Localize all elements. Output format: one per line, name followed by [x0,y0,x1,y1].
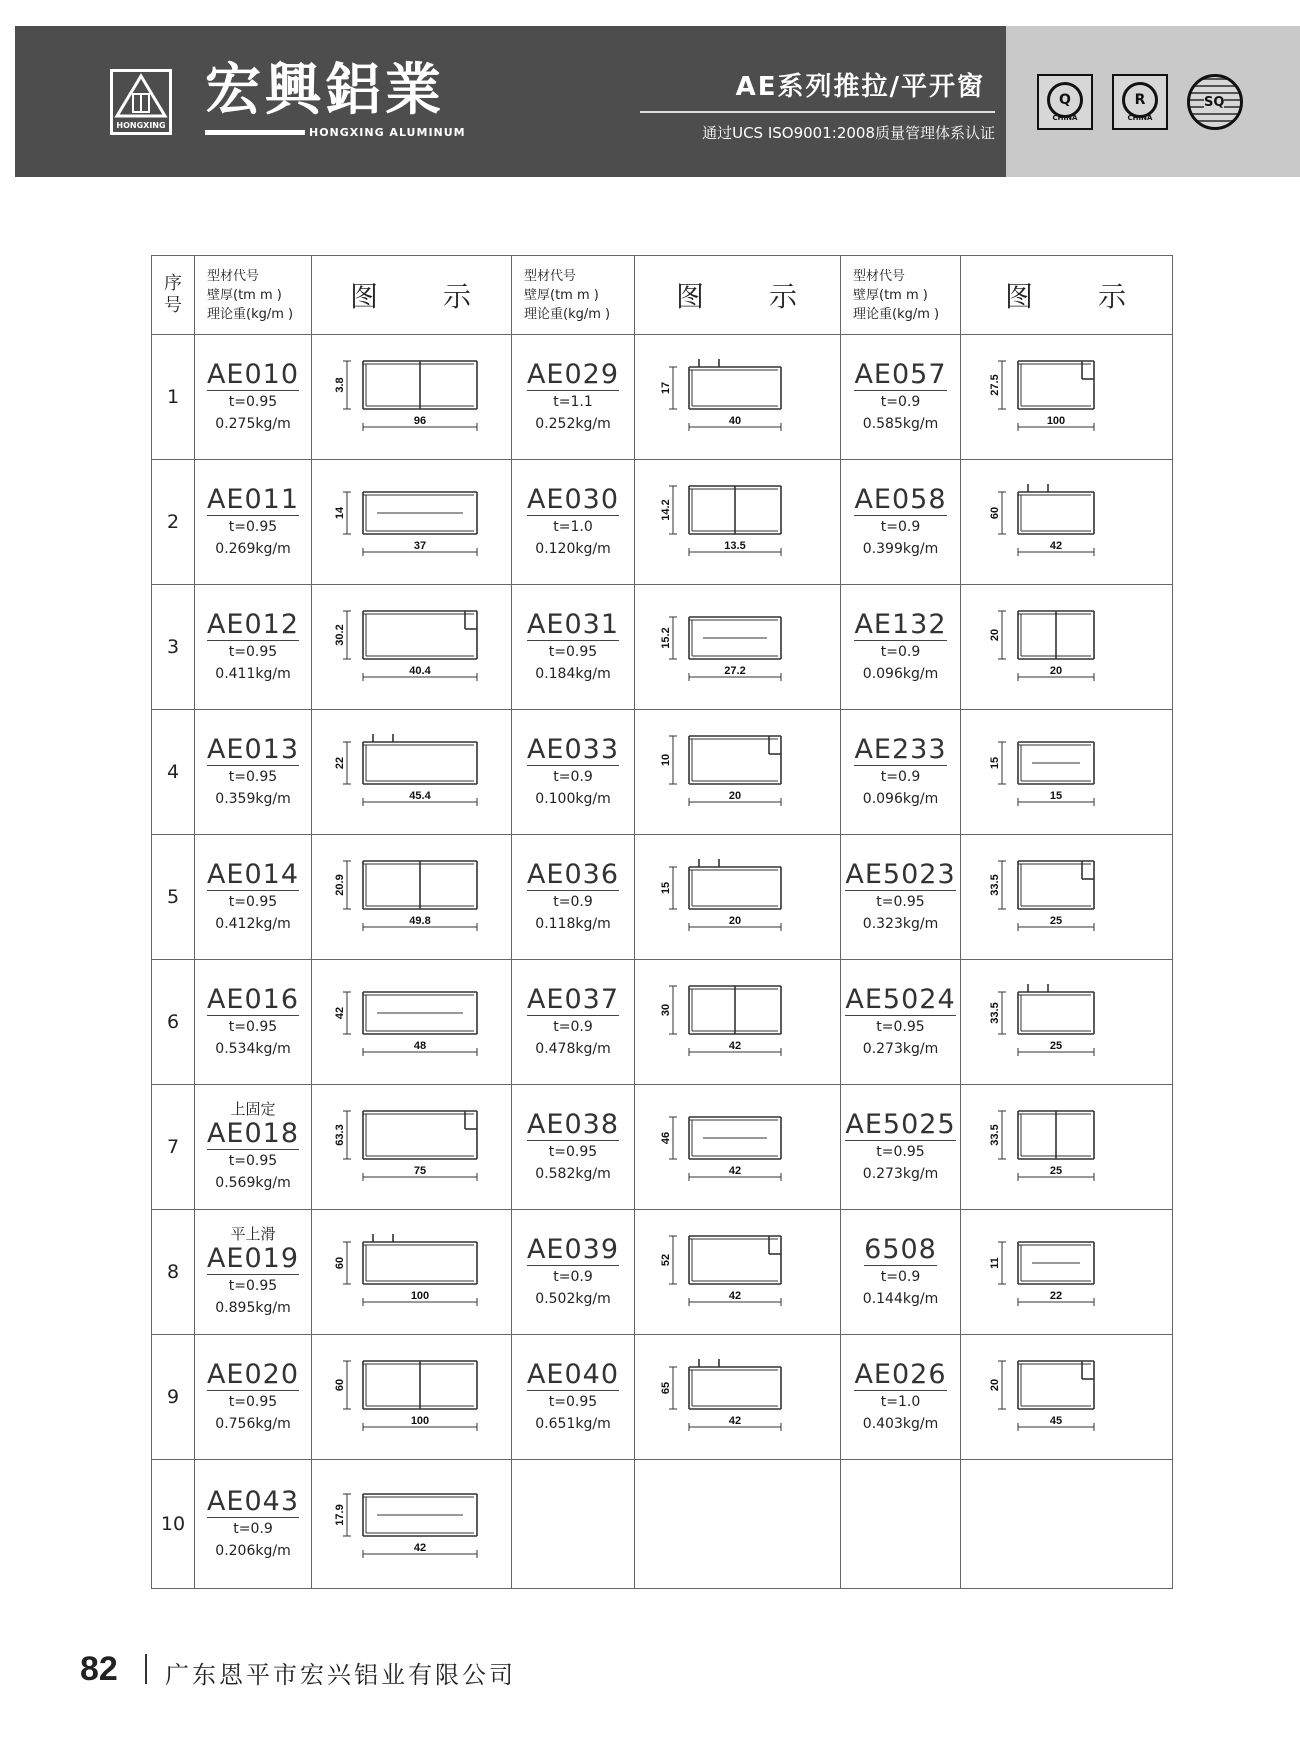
theoretical-weight: 0.502kg/m [535,1291,611,1307]
profile-figure-cell [961,835,1173,960]
width-dimension: 27.2 [723,665,746,677]
width-dimension: 40.4 [408,665,431,677]
profile-info-cell [512,835,635,960]
wall-thickness: t=0.95 [548,1394,598,1410]
profile-drawing [327,347,497,447]
cert-label: CHINA [1127,114,1153,122]
height-dimension: 15 [659,881,672,895]
width-dimension: 37 [413,540,426,552]
theoretical-weight: 0.120kg/m [535,541,611,557]
cert-letter: R [1122,82,1158,118]
profile-drawing [653,1097,823,1197]
profile-info-cell [512,335,635,460]
cert-letter: Q [1047,82,1083,118]
row-seq: 8 [152,1210,195,1335]
profile-drawing [327,972,497,1072]
height-dimension: 30.2 [333,624,346,646]
height-dimension: 14 [333,506,346,520]
profile-drawing [327,1474,497,1574]
profile-code: AE132 [854,609,947,640]
width-dimension: 45 [1049,1415,1062,1427]
profile-info-cell [512,585,635,710]
wall-thickness: t=0.95 [228,644,278,660]
profile-note: 上固定 [230,1099,276,1118]
profile-note: 平上滑 [230,1224,276,1243]
profile-info-cell [512,710,635,835]
profile-code: AE040 [526,1359,620,1390]
width-dimension: 42 [728,1290,741,1302]
width-dimension: 100 [410,1290,429,1302]
profile-info-cell [841,1210,961,1335]
width-dimension: 42 [728,1415,741,1427]
wall-thickness: t=0.9 [233,1521,273,1537]
profile-drawing [982,722,1152,822]
profile-figure-cell [312,585,512,710]
profile-figure-cell [312,1460,512,1589]
theoretical-weight: 0.651kg/m [535,1416,611,1432]
theoretical-weight: 0.582kg/m [535,1166,611,1182]
profile-figure-cell [635,1335,841,1460]
wall-thickness: t=0.95 [228,1277,278,1294]
wall-thickness: t=0.9 [553,769,593,785]
wall-thickness: t=0.95 [228,519,278,535]
profile-figure-cell [961,1085,1173,1210]
footer-separator [145,1654,147,1684]
height-dimension: 33.5 [988,874,1001,896]
profile-info-cell [841,960,961,1085]
profile-code: AE013 [206,734,300,765]
theoretical-weight: 0.100kg/m [535,791,611,807]
profile-drawing [653,847,823,947]
profile-info-cell [195,835,312,960]
theoretical-weight: 0.273kg/m [862,1041,939,1057]
wall-thickness: t=0.95 [228,1394,278,1410]
profile-info-cell [841,1085,961,1210]
profile-code: AE036 [526,859,620,890]
wall-thickness: t=0.9 [880,519,921,535]
profile-figure-cell [635,960,841,1085]
wall-thickness: t=0.95 [548,644,598,660]
profile-info-cell [195,1335,312,1460]
profile-figure-cell [961,335,1173,460]
logo-text: HONGXING [116,121,166,130]
profile-drawing [327,1222,497,1322]
table-row [152,1085,1173,1210]
profile-code: AE029 [526,359,620,390]
theoretical-weight: 0.756kg/m [215,1416,291,1432]
profile-figure-cell [961,1460,1173,1589]
theoretical-weight: 0.269kg/m [215,541,291,557]
width-dimension: 20 [728,790,741,802]
height-dimension: 10 [659,753,672,767]
width-dimension: 20 [1049,665,1062,677]
profile-drawing [653,1347,823,1447]
quality-cert-icon [1037,74,1093,130]
profile-figure-cell [312,1335,512,1460]
row-seq: 5 [152,835,195,960]
theoretical-weight: 0.478kg/m [535,1041,611,1057]
profile-info-cell [195,960,312,1085]
theoretical-weight: 0.096kg/m [862,791,939,807]
profile-figure-cell [635,1210,841,1335]
table-row [152,1210,1173,1335]
profile-code: AE031 [526,609,620,640]
table-row [152,710,1173,835]
theoretical-weight: 0.144kg/m [862,1291,939,1307]
wall-thickness: t=0.95 [548,1144,598,1160]
theoretical-weight: 0.275kg/m [215,416,291,432]
wall-thickness: t=1.0 [553,519,593,535]
figure-header: 图 示 [635,256,841,335]
height-dimension: 20 [988,628,1001,642]
height-dimension: 30 [659,1003,672,1017]
wall-thickness: t=0.9 [553,1019,593,1035]
profile-figure-cell [312,960,512,1085]
width-dimension: 75 [413,1165,426,1177]
figure-header: 图 示 [961,256,1173,335]
profile-code: AE026 [854,1359,947,1390]
height-dimension: 11 [988,1257,1001,1269]
height-dimension: 65 [659,1381,672,1395]
profile-drawing [653,597,823,697]
profile-code: AE5025 [845,1109,956,1140]
wall-thickness: t=0.95 [228,394,278,410]
profile-info-cell [841,335,961,460]
profile-drawing [982,972,1152,1072]
height-dimension: 52 [659,1253,672,1267]
height-dimension: 3.8 [333,377,346,393]
wall-thickness: t=0.95 [228,894,278,910]
row-seq: 10 [152,1460,195,1589]
page-header [15,26,1300,177]
certification-text: 通过UCS ISO9001:2008质量管理体系认证 [702,124,995,142]
table-row [152,335,1173,460]
profile-figure-cell [312,335,512,460]
theoretical-weight: 0.359kg/m [215,791,291,807]
profile-info-cell [195,1085,312,1210]
theoretical-weight: 0.118kg/m [535,916,611,932]
theoretical-weight: 0.569kg/m [215,1174,291,1191]
profile-drawing [653,347,823,447]
wall-thickness: t=0.9 [553,894,593,910]
wall-thickness: t=1.0 [880,1394,921,1410]
wall-thickness: t=1.1 [553,394,593,410]
header-divider [640,111,995,113]
wall-thickness: t=0.9 [880,1269,921,1285]
profile-info-cell [841,1335,961,1460]
width-dimension: 15 [1049,790,1062,802]
profile-figure-cell [635,585,841,710]
profile-drawing [327,1097,497,1197]
profile-code: AE033 [526,734,620,765]
profile-drawing [982,597,1152,697]
theoretical-weight: 0.252kg/m [535,416,611,432]
height-dimension: 20.9 [333,874,346,896]
table-row [152,1460,1173,1589]
globe-label: SQ [1204,95,1225,110]
height-dimension: 60 [333,1378,346,1392]
profile-info-cell [512,460,635,585]
profile-info-cell [195,1210,312,1335]
profile-code: AE030 [526,484,620,515]
height-dimension: 27.5 [988,374,1001,396]
profile-drawing [327,847,497,947]
height-dimension: 17.9 [333,1504,346,1526]
seq-header: 序号 [152,256,195,335]
code-header: 型材代号 壁厚(tm m ) 理论重(kg/m ) [841,256,961,335]
height-dimension: 33.5 [988,1124,1001,1146]
profile-code: AE057 [854,359,947,390]
profile-info-cell [841,460,961,585]
theoretical-weight: 0.895kg/m [215,1299,291,1316]
globe-cert-icon [1187,74,1243,130]
profile-drawing [327,722,497,822]
profile-code: AE043 [206,1486,300,1517]
height-dimension: 46 [659,1131,672,1145]
theoretical-weight: 0.411kg/m [215,666,291,682]
registration-cert-icon [1112,74,1168,130]
height-dimension: 42 [333,1006,346,1020]
profile-code: AE020 [206,1359,300,1390]
table-body [152,335,1173,1589]
profile-code: AE019 [206,1242,300,1274]
profile-figure-cell [635,835,841,960]
profile-figure-cell [312,460,512,585]
width-dimension: 42 [413,1542,426,1554]
profile-figure-cell [961,960,1173,1085]
profile-code: AE058 [854,484,947,515]
width-dimension: 96 [413,415,426,427]
wall-thickness: t=0.95 [876,1019,925,1035]
wall-thickness: t=0.95 [228,1152,278,1169]
height-dimension: 15.2 [659,627,672,649]
profile-info-cell [195,460,312,585]
profile-code: AE011 [206,484,300,515]
table-row [152,835,1173,960]
profile-drawing [982,1222,1152,1322]
profile-figure-cell [961,710,1173,835]
table-row [152,585,1173,710]
profile-drawing [327,472,497,572]
row-seq: 2 [152,460,195,585]
width-dimension: 100 [410,1415,429,1427]
profile-drawing [653,972,823,1072]
profile-figure-cell [635,460,841,585]
profile-drawing [982,847,1152,947]
profile-figure-cell [312,1210,512,1335]
code-header: 型材代号 壁厚(tm m ) 理论重(kg/m ) [512,256,635,335]
wall-thickness: t=0.95 [876,894,925,910]
height-dimension: 15 [988,756,1001,770]
height-dimension: 33.5 [988,1002,1001,1024]
profile-figure-cell [961,460,1173,585]
profile-code: AE010 [206,359,300,390]
profile-drawing [653,722,823,822]
profile-drawing [653,1222,823,1322]
profile-spec-table [151,255,1173,1589]
theoretical-weight: 0.273kg/m [862,1166,939,1182]
profile-figure-cell [635,710,841,835]
profile-info-cell [195,710,312,835]
theoretical-weight: 0.206kg/m [215,1543,291,1559]
width-dimension: 25 [1049,915,1062,927]
profile-drawing [327,597,497,697]
figure-header: 图 示 [312,256,512,335]
width-dimension: 25 [1049,1165,1062,1177]
row-seq: 9 [152,1335,195,1460]
profile-drawing [982,347,1152,447]
theoretical-weight: 0.585kg/m [862,416,939,432]
theoretical-weight: 0.096kg/m [862,666,939,682]
profile-code: AE016 [206,984,300,1015]
width-dimension: 48 [413,1040,426,1052]
table-row [152,960,1173,1085]
profile-code: AE038 [526,1109,620,1140]
company-name: 广东恩平市宏兴铝业有限公司 [165,1661,516,1689]
profile-info-cell [195,335,312,460]
profile-code: AE014 [206,859,300,890]
table-row [152,1335,1173,1460]
profile-drawing [653,472,823,572]
profile-info-cell [512,1085,635,1210]
height-dimension: 14.2 [659,499,672,521]
width-dimension: 42 [728,1165,741,1177]
row-seq: 1 [152,335,195,460]
brand-name-en: HONGXING ALUMINUM [305,126,470,139]
profile-info-cell [841,585,961,710]
wall-thickness: t=0.9 [880,394,921,410]
theoretical-weight: 0.184kg/m [535,666,611,682]
profile-code: AE233 [854,734,947,765]
width-dimension: 40 [728,415,741,427]
profile-info-cell [195,1460,312,1589]
profile-figure-cell [312,835,512,960]
profile-info-cell [512,960,635,1085]
profile-figure-cell [312,710,512,835]
profile-drawing [982,472,1152,572]
width-dimension: 42 [728,1040,741,1052]
width-dimension: 42 [1049,540,1062,552]
profile-code: AE5023 [845,859,956,890]
wall-thickness: t=0.9 [553,1269,593,1285]
profile-figure-cell [961,1335,1173,1460]
height-dimension: 63.3 [333,1124,346,1146]
row-seq: 3 [152,585,195,710]
profile-info-cell [512,1210,635,1335]
profile-code: AE039 [526,1234,620,1265]
theoretical-weight: 0.403kg/m [862,1416,939,1432]
width-dimension: 49.8 [408,915,431,927]
wall-thickness: t=0.95 [876,1144,925,1160]
wall-thickness: t=0.9 [880,769,921,785]
height-dimension: 22 [333,756,346,770]
profile-info-cell [512,1460,635,1589]
profile-code: 6508 [864,1234,937,1265]
width-dimension: 20 [728,915,741,927]
height-dimension: 60 [333,1256,346,1270]
profile-figure-cell [635,1460,841,1589]
profile-figure-cell [312,1085,512,1210]
profile-code: AE018 [206,1117,300,1149]
row-seq: 6 [152,960,195,1085]
row-seq: 4 [152,710,195,835]
profile-figure-cell [961,1210,1173,1335]
profile-drawing [327,1347,497,1447]
profile-code: AE5024 [845,984,956,1015]
profile-code: AE037 [526,984,620,1015]
theoretical-weight: 0.399kg/m [862,541,939,557]
profile-figure-cell [961,585,1173,710]
height-dimension: 60 [988,506,1001,520]
height-dimension: 20 [988,1378,1001,1392]
profile-drawing [982,1347,1152,1447]
wall-thickness: t=0.95 [228,1019,278,1035]
brand-name-cn: 宏興鋁業 [205,57,445,123]
theoretical-weight: 0.323kg/m [862,916,939,932]
profile-info-cell [841,1460,961,1589]
wall-thickness: t=0.9 [880,644,921,660]
page-number: 82 [80,1650,118,1688]
profile-figure-cell [635,335,841,460]
height-dimension: 17 [659,381,672,395]
profile-info-cell [841,710,961,835]
profile-drawing [982,1097,1152,1197]
hongxing-logo-icon [110,69,172,135]
width-dimension: 45.4 [408,790,431,802]
certification-badges [1037,74,1277,136]
code-header: 型材代号 壁厚(tm m ) 理论重(kg/m ) [195,256,312,335]
profile-code: AE012 [206,609,300,640]
wall-thickness: t=0.95 [228,769,278,785]
series-title: AE系列推拉/平开窗 [735,72,985,102]
theoretical-weight: 0.534kg/m [215,1041,291,1057]
profile-info-cell [195,585,312,710]
width-dimension: 100 [1046,415,1065,427]
width-dimension: 25 [1049,1040,1062,1052]
profile-info-cell [841,835,961,960]
table-header-row [152,256,1173,335]
width-dimension: 22 [1049,1290,1062,1302]
profile-info-cell [512,1335,635,1460]
width-dimension: 13.5 [723,540,746,552]
cert-label: CHINA [1052,114,1078,122]
table-row [152,460,1173,585]
profile-figure-cell [635,1085,841,1210]
row-seq: 7 [152,1085,195,1210]
theoretical-weight: 0.412kg/m [215,916,291,932]
